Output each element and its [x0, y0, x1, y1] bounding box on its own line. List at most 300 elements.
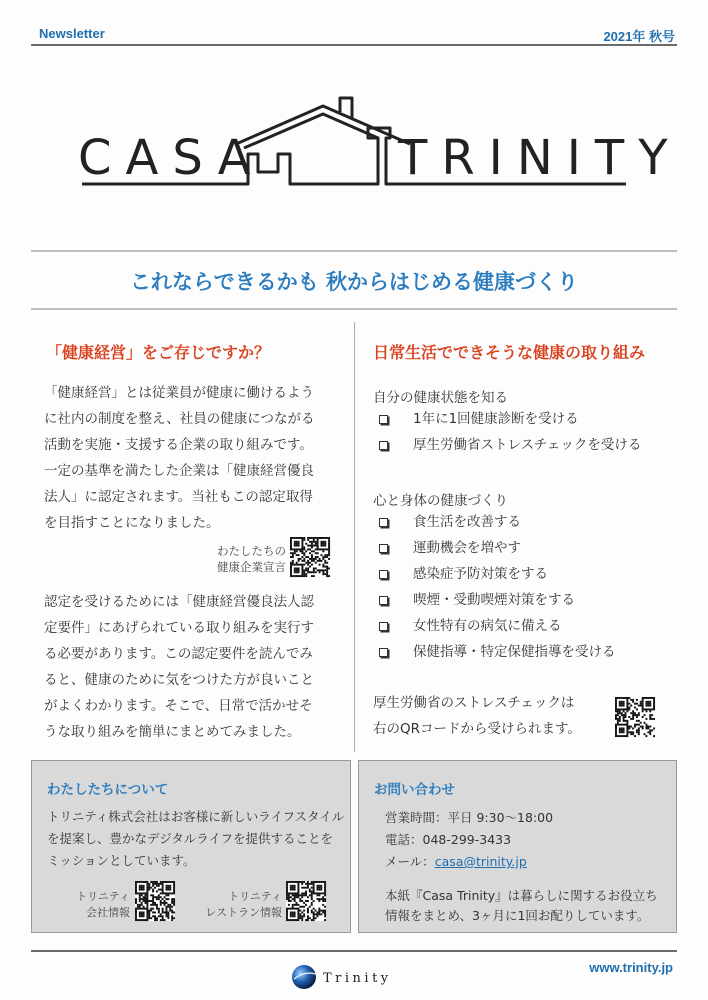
- qr-module: [148, 887, 150, 889]
- qr-module: [628, 727, 630, 729]
- qr-module: [294, 892, 296, 894]
- qr-module: [299, 917, 301, 919]
- qr-module: [301, 539, 303, 541]
- qr-module: [164, 896, 166, 898]
- qr-module: [300, 558, 302, 560]
- qr-module: [160, 883, 162, 885]
- qr-module: [307, 560, 309, 562]
- qr-module: [171, 898, 173, 900]
- company-info-qr-code[interactable]: [135, 881, 175, 921]
- restaurant-info-qr-code[interactable]: [286, 881, 326, 921]
- qr-module: [158, 915, 160, 917]
- qr-module: [318, 898, 320, 900]
- qr-module: [294, 537, 296, 539]
- qr-module: [286, 887, 288, 889]
- qr-module: [628, 708, 630, 710]
- list-item-label: 喫煙・受動喫煙対策をする: [413, 592, 575, 608]
- qr-module: [311, 896, 313, 898]
- qr-module: [313, 545, 315, 547]
- qr-module: [296, 569, 298, 571]
- qr-module: [298, 567, 300, 569]
- qr-module: [137, 904, 139, 906]
- qr-module: [156, 906, 158, 908]
- qr-module: [162, 892, 164, 894]
- qr-module: [315, 567, 317, 569]
- qr-module: [143, 911, 145, 913]
- qr-module: [316, 885, 318, 887]
- qr-module: [171, 892, 173, 894]
- qr-module: [324, 566, 326, 568]
- qr-module: [296, 548, 298, 550]
- qr-module: [307, 896, 309, 898]
- qr-module: [649, 714, 651, 716]
- qr-module: [301, 919, 303, 921]
- qr-module: [305, 891, 307, 893]
- qr-module: [301, 911, 303, 913]
- qr-module: [290, 908, 292, 910]
- logo-text-trinity: TRINITY: [398, 130, 682, 186]
- desc-line: 情報をまとめ、3ヶ月に1回お配りしています。: [385, 908, 650, 923]
- qr-module: [316, 915, 318, 917]
- qr-module: [313, 913, 315, 915]
- qr-module: [146, 883, 148, 885]
- qr-module: [173, 892, 175, 894]
- qr-module: [615, 705, 617, 707]
- qr-module: [146, 889, 148, 891]
- qr-module: [169, 906, 171, 908]
- phone-number: 電話：048-299-3433: [385, 832, 512, 847]
- qr-module: [625, 720, 627, 722]
- qr-module: [294, 919, 296, 921]
- qr-module: [324, 562, 326, 564]
- qr-module: [169, 887, 171, 889]
- qr-module: [171, 919, 173, 921]
- qr-module: [173, 891, 175, 893]
- qr-module: [617, 718, 619, 720]
- qr-module: [311, 892, 313, 894]
- qr-module: [305, 904, 307, 906]
- business-hours: 営業時間：平日 9:30～18:00: [385, 810, 554, 825]
- qr-module: [647, 731, 649, 733]
- qr-module: [171, 911, 173, 913]
- qr-module: [322, 541, 324, 543]
- qr-module: [169, 904, 171, 906]
- qr-module: [298, 569, 300, 571]
- qr-module: [148, 911, 150, 913]
- qr-module: [615, 726, 617, 728]
- qr-module: [146, 881, 148, 883]
- qr-module: [311, 541, 313, 543]
- qr-module: [298, 571, 300, 573]
- qr-module: [301, 552, 303, 554]
- qr-module: [307, 911, 309, 913]
- qr-module: [296, 892, 298, 894]
- qr-module: [634, 724, 636, 726]
- qr-module: [649, 705, 651, 707]
- qr-module: [311, 898, 313, 900]
- qr-module: [311, 904, 313, 906]
- qr-module: [311, 571, 313, 573]
- qr-module: [617, 697, 619, 699]
- qr-module: [162, 887, 164, 889]
- qr-module: [301, 881, 303, 883]
- stress-check-qr-code[interactable]: [615, 697, 655, 737]
- qr-module: [297, 894, 299, 896]
- qr-module: [162, 883, 164, 885]
- qr-module: [298, 548, 300, 550]
- qr-module: [169, 910, 171, 912]
- checkbox-bullet-icon: [379, 596, 388, 605]
- qr-module: [167, 911, 169, 913]
- list-item: [373, 561, 616, 587]
- qr-module: [626, 724, 628, 726]
- qr-module: [315, 537, 317, 539]
- qr-module: [634, 712, 636, 714]
- qr-module: [311, 558, 313, 560]
- qr-module: [318, 885, 320, 887]
- qr-module: [615, 727, 617, 729]
- qr-module: [292, 554, 294, 556]
- qr-module: [139, 900, 141, 902]
- qr-module: [139, 913, 141, 915]
- qr-module: [649, 703, 651, 705]
- qr-module: [322, 537, 324, 539]
- qr-module: [135, 913, 137, 915]
- qr-module: [317, 552, 319, 554]
- qr-module: [303, 548, 305, 550]
- qr-module: [642, 726, 644, 728]
- qr-module: [167, 906, 169, 908]
- para-line: 認定を受けるためには「健康経営優良法人認: [44, 594, 314, 610]
- qr-module: [164, 919, 166, 921]
- qr-module: [640, 705, 642, 707]
- qr-module: [146, 913, 148, 915]
- group1-heading: 自分の健康状態を知る: [373, 390, 508, 406]
- qr-module: [307, 908, 309, 910]
- qr-module: [328, 543, 330, 545]
- qr-module: [294, 900, 296, 902]
- group1-list: [373, 406, 641, 458]
- qr-module: [139, 889, 141, 891]
- qr-module: [623, 710, 625, 712]
- qr-module: [305, 569, 307, 571]
- qr-module: [160, 889, 162, 891]
- qr-module: [154, 904, 156, 906]
- qr-module: [165, 885, 167, 887]
- qr-module: [301, 566, 303, 568]
- para-line: 定要件」にあげられている取り組みを実行す: [44, 620, 314, 636]
- qr-module: [294, 881, 296, 883]
- qr-module: [318, 894, 320, 896]
- qr-module: [301, 917, 303, 919]
- qr-module: [621, 727, 623, 729]
- qr-module: [296, 919, 298, 921]
- qr-module: [307, 915, 309, 917]
- qr-module: [292, 913, 294, 915]
- qr-module: [146, 915, 148, 917]
- qr-module: [322, 558, 324, 560]
- qr-module: [630, 733, 632, 735]
- qr-module: [326, 548, 328, 550]
- qr-module: [617, 710, 619, 712]
- qr-module: [292, 885, 294, 887]
- qr-module: [145, 902, 147, 904]
- caption-line: レストラン情報: [205, 906, 282, 919]
- qr-module: [143, 906, 145, 908]
- qr-module: [294, 887, 296, 889]
- qr-module: [626, 703, 628, 705]
- stress-check-note: [373, 690, 613, 742]
- qr-module: [628, 697, 630, 699]
- qr-module: [297, 896, 299, 898]
- qr-module: [146, 902, 148, 904]
- qr-module: [653, 705, 655, 707]
- qr-module: [301, 537, 303, 539]
- qr-module: [143, 908, 145, 910]
- caption-line: トリニティ: [228, 890, 282, 903]
- checkbox-bullet-icon: [379, 441, 388, 450]
- list-item: [373, 639, 616, 665]
- qr-module: [160, 881, 162, 883]
- qr-module: [317, 545, 319, 547]
- qr-module: [638, 729, 640, 731]
- qr-module: [626, 727, 628, 729]
- qr-module: [301, 545, 303, 547]
- qr-module: [632, 716, 634, 718]
- qr-module: [311, 537, 313, 539]
- qr-module: [305, 575, 307, 577]
- qr-module: [148, 900, 150, 902]
- left-paragraph-2: [44, 589, 344, 745]
- contact-title: お問い合わせ: [374, 782, 455, 798]
- qr-module: [623, 708, 625, 710]
- qr-module: [634, 726, 636, 728]
- qr-module: [154, 883, 156, 885]
- qr-module: [636, 703, 638, 705]
- qr-module: [286, 898, 288, 900]
- qr-module: [626, 699, 628, 701]
- qr-module: [143, 919, 145, 921]
- qr-module: [296, 545, 298, 547]
- qr-module: [320, 554, 322, 556]
- qr-module: [307, 569, 309, 571]
- qr-module: [162, 908, 164, 910]
- about-line: を提案し、豊かなデジタルライフを提供することを: [47, 831, 334, 846]
- qr-module: [167, 898, 169, 900]
- qr-module: [623, 718, 625, 720]
- qr-module: [296, 541, 298, 543]
- qr-module: [626, 708, 628, 710]
- qr-module: [305, 892, 307, 894]
- qr-module: [626, 726, 628, 728]
- qr-module: [173, 887, 175, 889]
- qr-module: [303, 902, 305, 904]
- qr-module: [303, 573, 305, 575]
- qr-module: [141, 904, 143, 906]
- qr-module: [651, 718, 653, 720]
- qr-module: [303, 539, 305, 541]
- qr-module: [320, 881, 322, 883]
- qr-module: [294, 894, 296, 896]
- checkbox-bullet-icon: [379, 415, 388, 424]
- qr-module: [146, 908, 148, 910]
- qr-module: [307, 881, 309, 883]
- website-url[interactable]: www.trinity.jp: [589, 960, 673, 975]
- qr-module: [305, 562, 307, 564]
- qr-module: [299, 915, 301, 917]
- qr-module: [297, 917, 299, 919]
- brand-name: Trinity: [323, 971, 392, 986]
- qr-module: [297, 892, 299, 894]
- para-line: 法人」に認定されます。当社もこの認定取得: [44, 489, 313, 505]
- qr-module: [162, 881, 164, 883]
- qr-module: [303, 558, 305, 560]
- qr-module: [322, 550, 324, 552]
- qr-module: [296, 537, 298, 539]
- qr-module: [316, 911, 318, 913]
- qr-module: [619, 697, 621, 699]
- qr-module: [296, 567, 298, 569]
- qr-module: [300, 575, 302, 577]
- qr-module: [324, 898, 326, 900]
- qr-module: [171, 917, 173, 919]
- qr-module: [324, 900, 326, 902]
- qr-module: [139, 896, 141, 898]
- qr-module: [135, 881, 137, 883]
- qr-module: [141, 887, 143, 889]
- qr-module: [623, 714, 625, 716]
- qr-module: [615, 708, 617, 710]
- qr-module: [167, 881, 169, 883]
- qr-module: [286, 889, 288, 891]
- list-item-label: 感染症予防対策をする: [413, 566, 548, 582]
- qr-module: [290, 564, 292, 566]
- qr-module: [292, 575, 294, 577]
- qr-module: [296, 896, 298, 898]
- qr-module: [653, 703, 655, 705]
- qr-module: [324, 891, 326, 893]
- qr-module: [165, 887, 167, 889]
- qr-module: [649, 710, 651, 712]
- qr-module: [632, 710, 634, 712]
- qr-module: [167, 889, 169, 891]
- qr-module: [315, 548, 317, 550]
- email-link[interactable]: casa@trinity.jp: [434, 854, 527, 869]
- qr-module: [626, 733, 628, 735]
- caption-line: トリニティ: [76, 890, 130, 903]
- qr-module: [309, 917, 311, 919]
- qr-module: [152, 908, 154, 910]
- qr-module: [313, 571, 315, 573]
- qr-module: [292, 562, 294, 564]
- qr-module: [307, 571, 309, 573]
- qr-module: [644, 714, 646, 716]
- qr-module: [288, 900, 290, 902]
- qr-module: [139, 919, 141, 921]
- qr-module: [158, 911, 160, 913]
- qr-module: [320, 885, 322, 887]
- qr-module: [644, 722, 646, 724]
- qr-module: [156, 883, 158, 885]
- qr-module: [315, 543, 317, 545]
- qr-module: [292, 906, 294, 908]
- qr-module: [617, 735, 619, 737]
- qr-module: [305, 919, 307, 921]
- qr-module: [173, 917, 175, 919]
- qr-module: [288, 904, 290, 906]
- qr-module: [625, 735, 627, 737]
- qr-module: [141, 902, 143, 904]
- qr-module: [154, 917, 156, 919]
- qr-module: [294, 911, 296, 913]
- qr-module: [318, 910, 320, 912]
- casa-trinity-logo: [78, 98, 682, 198]
- qr-module: [290, 889, 292, 891]
- qr-module: [292, 915, 294, 917]
- qr-module: [623, 701, 625, 703]
- column-divider: [354, 322, 355, 752]
- qr-module: [301, 543, 303, 545]
- qr-module: [152, 915, 154, 917]
- health-declaration-qr-code[interactable]: [290, 537, 330, 577]
- qr-module: [623, 727, 625, 729]
- qr-module: [625, 712, 627, 714]
- qr-module: [303, 915, 305, 917]
- qr-module: [141, 881, 143, 883]
- qr-module: [160, 919, 162, 921]
- qr-module: [152, 898, 154, 900]
- qr-module: [141, 892, 143, 894]
- qr-module: [647, 703, 649, 705]
- qr-module: [651, 729, 653, 731]
- qr-module: [311, 556, 313, 558]
- qr-module: [298, 564, 300, 566]
- qr-module: [617, 708, 619, 710]
- qr-module: [286, 894, 288, 896]
- qr-module: [286, 896, 288, 898]
- qr-module: [167, 915, 169, 917]
- qr-module: [636, 720, 638, 722]
- qr-module: [645, 735, 647, 737]
- qr-module: [297, 883, 299, 885]
- qr-module: [324, 537, 326, 539]
- qr-module: [143, 885, 145, 887]
- qr-module: [135, 883, 137, 885]
- qr-module: [296, 908, 298, 910]
- trinity-brand-logo: [290, 962, 420, 992]
- qr-module: [162, 898, 164, 900]
- qr-module: [290, 569, 292, 571]
- qr-module: [630, 712, 632, 714]
- qr-module: [158, 883, 160, 885]
- qr-module: [318, 913, 320, 915]
- qr-module: [628, 716, 630, 718]
- qr-module: [137, 881, 139, 883]
- qr-module: [315, 910, 317, 912]
- qr-module: [305, 556, 307, 558]
- list-item: [373, 432, 641, 458]
- qr-module: [645, 708, 647, 710]
- qr-module: [164, 881, 166, 883]
- qr-module: [318, 889, 320, 891]
- qr-module: [290, 556, 292, 558]
- qr-module: [649, 716, 651, 718]
- qr-module: [628, 731, 630, 733]
- qr-module: [653, 699, 655, 701]
- qr-module: [297, 908, 299, 910]
- qr-module: [303, 910, 305, 912]
- qr-module: [173, 902, 175, 904]
